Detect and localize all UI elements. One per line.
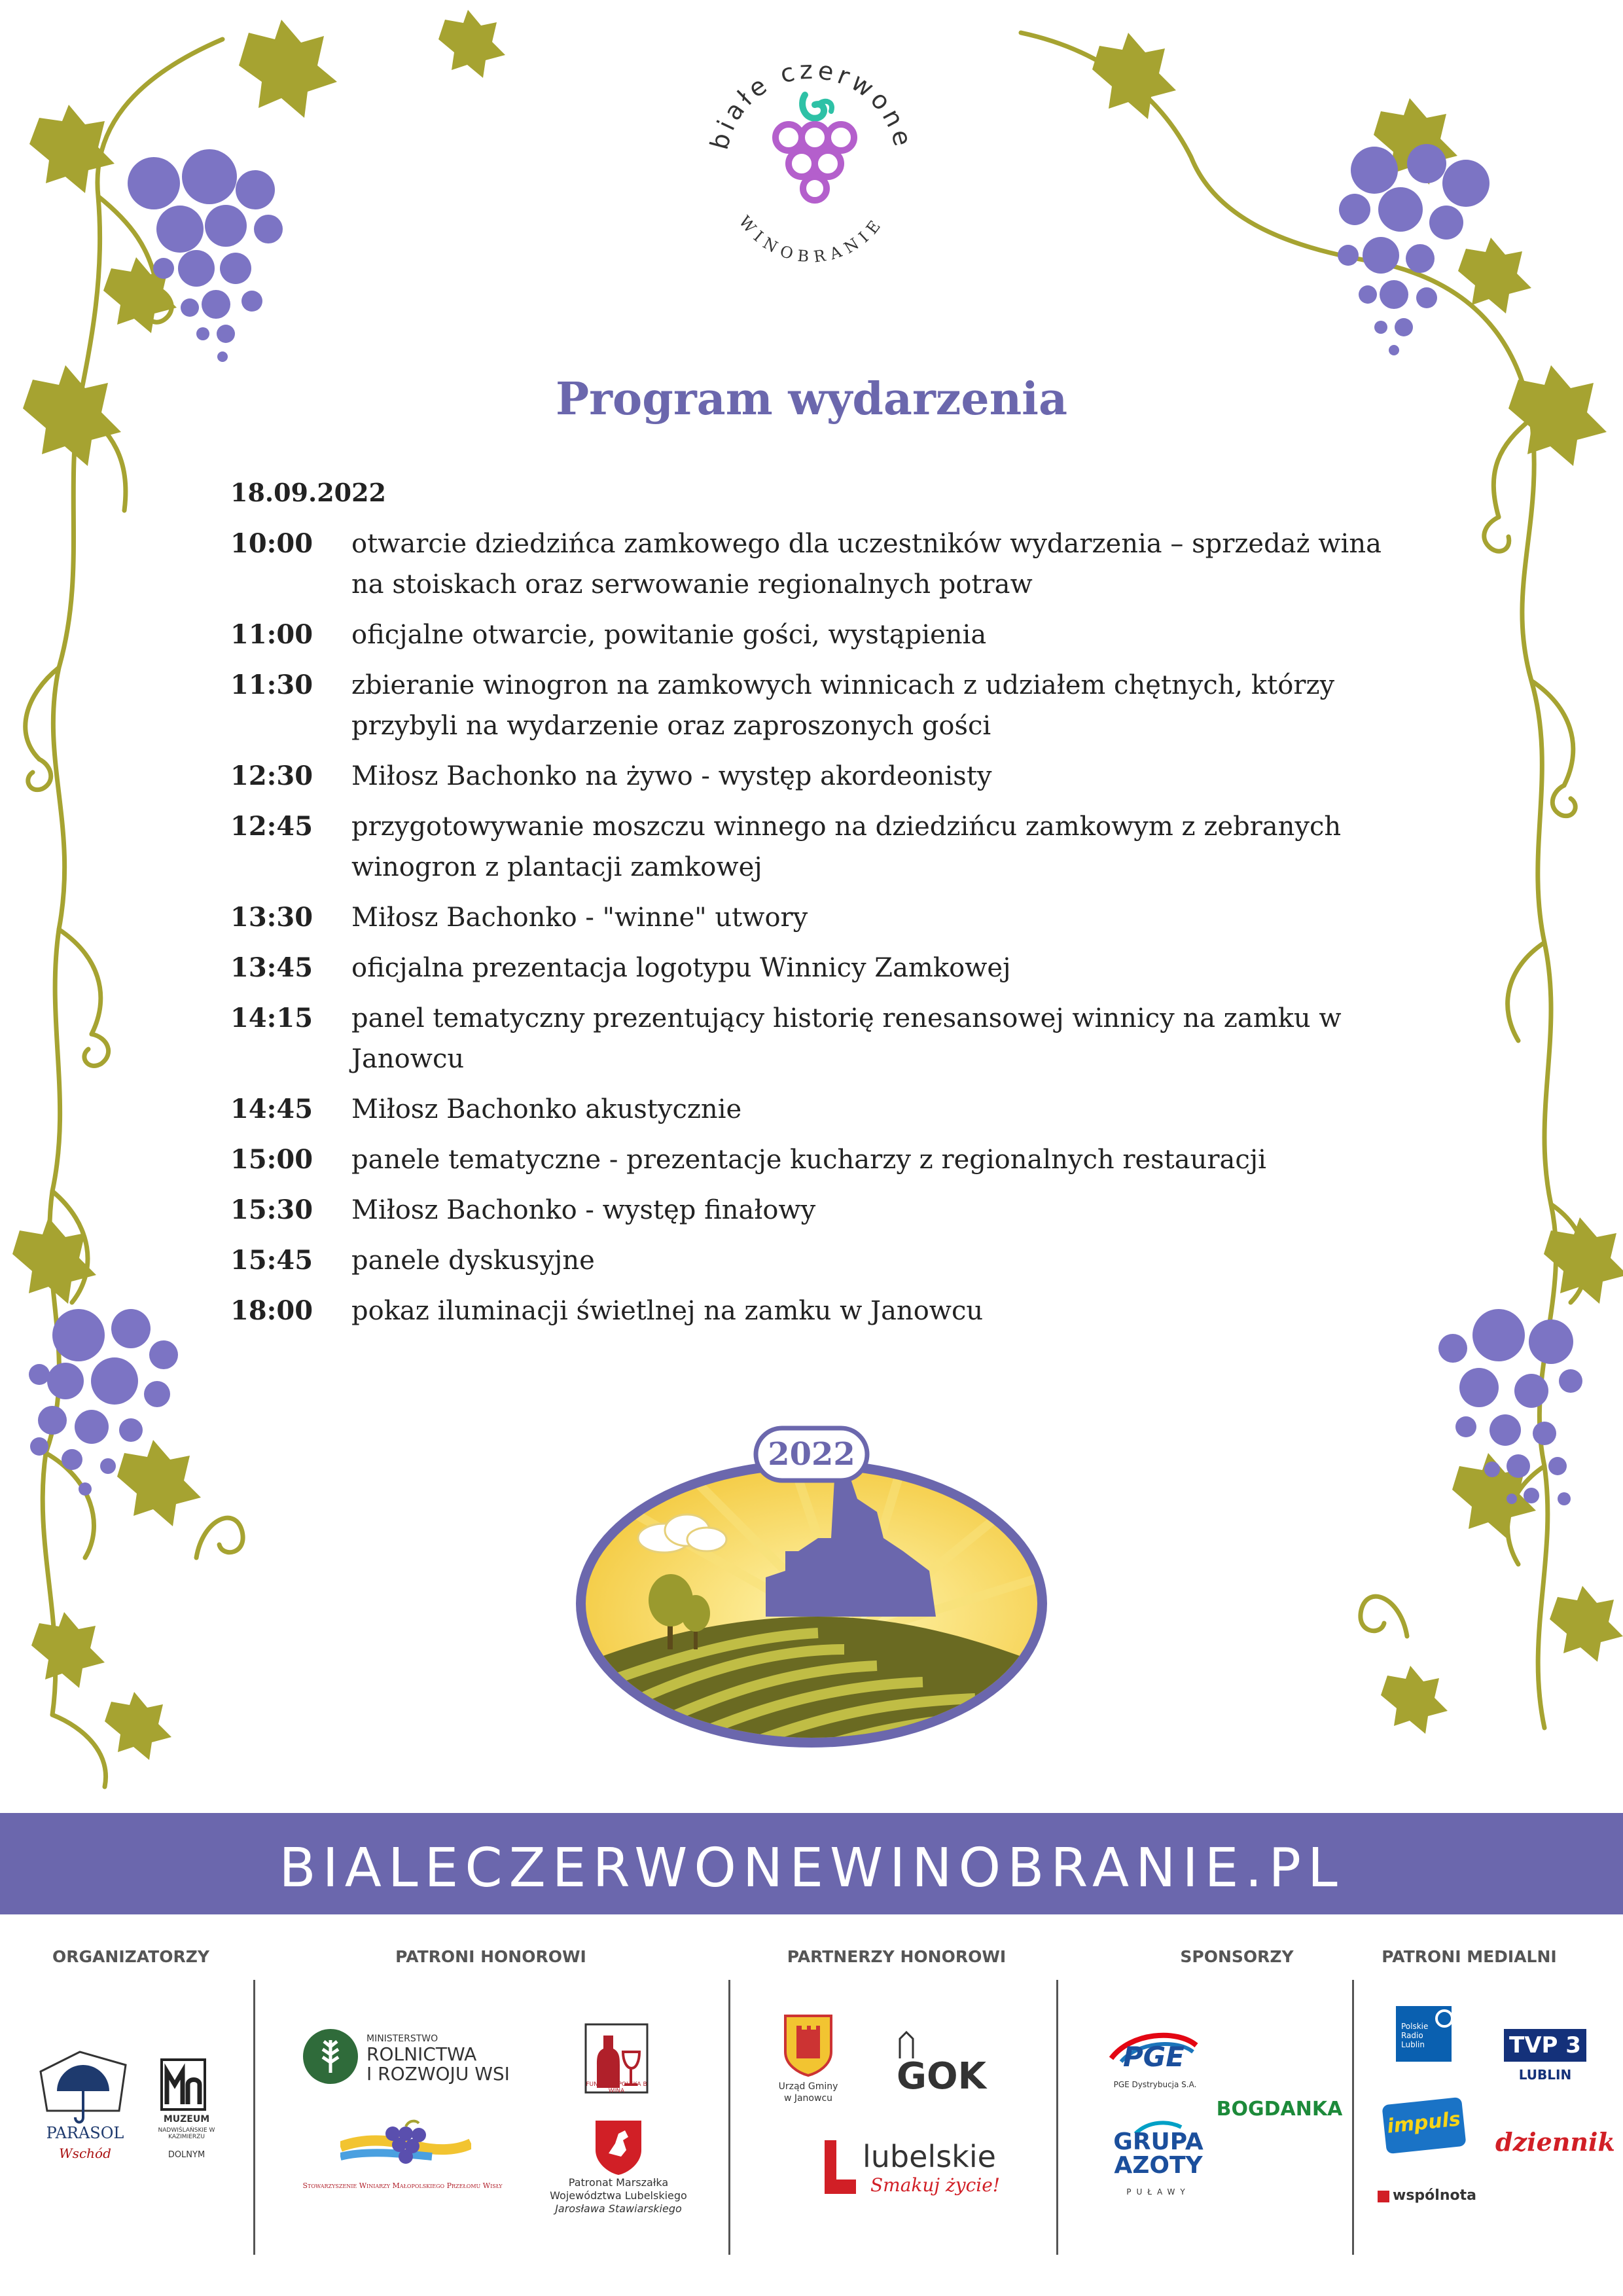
schedule-time: 15:30: [230, 1194, 313, 1225]
azoty-sub: PUŁAWY: [1126, 2187, 1190, 2197]
radio-line1: Polskie: [1401, 2022, 1429, 2031]
grape-logo-icon: [776, 95, 854, 200]
ministry-wheat-icon: [301, 2027, 360, 2086]
lubelskie-l-icon: [819, 2137, 859, 2199]
schedule-description: oficjalna prezentacja logotypu Winnicy Zamkowej: [351, 953, 1011, 983]
badge-year: 2022: [768, 1436, 855, 1473]
gmina-line1: Urząd Gminy: [778, 2081, 838, 2092]
schedule-time: 13:30: [230, 902, 313, 933]
schedule-time: 15:45: [230, 1245, 313, 1276]
schedule-description: pokaz iluminacji świetlnej na zamku w Janowcu: [351, 1296, 984, 1326]
marshal-line3: Jarosława Stawiarskiego: [555, 2202, 682, 2215]
schedule-row: [230, 806, 1408, 888]
ministry-small: MINISTERSTWO: [366, 2034, 438, 2044]
schedule-description: panel tematyczny prezentujący historię renesansowej winnicy na zamku w Janowcu: [351, 1003, 1342, 1074]
divider: [1352, 1980, 1354, 2255]
museum-sub: NADWIŚLAŃSKIE W KAZIMIERZU: [158, 2127, 215, 2140]
schedule-time: 14:45: [230, 1094, 313, 1124]
pge-sub: PGE Dystrybucja S.A.: [1113, 2080, 1197, 2089]
schedule-description: Miłosz Bachonko na żywo - występ akordeonisty: [351, 761, 992, 791]
schedule-row: [230, 615, 1408, 655]
marshal-line2: Województwa Lubelskiego: [550, 2189, 687, 2202]
event-logo: [687, 26, 936, 275]
gmina-line2: w Janowcu: [783, 2093, 833, 2104]
schedule-row: [230, 948, 1408, 988]
schedule-row: [230, 756, 1408, 797]
schedule-description: przygotowywanie moszczu winnego na dziedzińcu zamkowym z zebranych winogron z plantacji zamkowej: [351, 812, 1342, 882]
schedule-time: 10:00: [230, 528, 313, 559]
schedule-description: panele dyskusyjne: [351, 1246, 595, 1276]
logo-bottom-text: WINOBRANIE: [735, 212, 888, 266]
sponsors-heading: SPONSORZY: [1180, 1947, 1294, 1966]
event-date: 18.09.2022: [230, 478, 386, 507]
schedule-time: 14:15: [230, 1003, 313, 1033]
bogdanka-name: BOGDANKA: [1216, 2098, 1343, 2121]
logo-top-text: białe czerwone: [704, 55, 919, 153]
svg-text:białe czerwone: [705, 56, 918, 152]
radio-line3: Lublin: [1401, 2040, 1425, 2049]
schedule-description: otwarcie dziedzińca zamkowego dla uczestników wydarzenia – sprzedaż wina na stoiskach oraz serwowanie regionalnych potraw: [351, 529, 1382, 600]
impuls-name: impuls: [1385, 2108, 1462, 2138]
stowarzyszenie-name: Stowarzyszenie Winiarzy Małopolskiego Przełomu Wisły: [302, 2181, 503, 2190]
lubelskie-coat-of-arms-icon: [592, 2117, 645, 2176]
lubelskie-name: lubelskie: [863, 2139, 996, 2174]
schedule-time: 13:45: [230, 952, 313, 983]
divider: [728, 1980, 730, 2255]
schedule-description: zbieranie winogron na zamkowych winnicach z udziałem chętnych, którzy przybyli na wydarzenie oraz zaproszonych gości: [351, 670, 1335, 741]
lubelskie-tagline: Smakuj życie!: [870, 2174, 1001, 2196]
wspolnota-name: wspólnota: [1393, 2187, 1476, 2204]
pge-name: PGE: [1123, 2041, 1185, 2073]
schedule-time: 11:00: [230, 619, 313, 650]
schedule-row: [230, 1291, 1408, 1331]
schedule-row: [230, 1190, 1408, 1230]
tvp-name: TVP 3: [1509, 2032, 1581, 2058]
tvp3-logo: [1504, 2029, 1586, 2062]
tvp-sub: LUBLIN: [1518, 2067, 1572, 2083]
fundacja-name: FUNDACJA POLSKA B WINA: [586, 2081, 647, 2094]
schedule-description: Miłosz Bachonko - występ finałowy: [351, 1195, 816, 1225]
schedule-row: [230, 665, 1408, 746]
stowarzyszenie-logo-icon: [340, 2117, 471, 2176]
azoty-line1: GRUPA: [1113, 2128, 1204, 2155]
divider: [1056, 1980, 1058, 2255]
svg-text:WINOBRANIE: [735, 213, 887, 266]
schedule-list: [230, 524, 1408, 1341]
schedule-row: [230, 998, 1408, 1079]
marshal-line1: Patronat Marszałka: [568, 2176, 669, 2189]
schedule-row: [230, 1139, 1408, 1180]
castle-badge: [569, 1420, 1054, 1748]
radio-lublin-logo: [1396, 2006, 1452, 2062]
schedule-description: Miłosz Bachonko - "winne" utwory: [351, 903, 808, 933]
organizers-heading: ORGANIZATORZY: [52, 1947, 209, 1966]
honorary-partners-heading: PARTNERZY HONOROWI: [787, 1947, 1007, 1966]
gmina-coat-of-arms-icon: [782, 2013, 834, 2078]
museum-name: MUZEUM: [163, 2114, 210, 2125]
museum-sub2: DOLNYM: [168, 2150, 205, 2160]
schedule-row: [230, 1089, 1408, 1130]
ministry-line2: I ROZWOJU WSI: [366, 2063, 510, 2085]
dziennik-name: dziennik: [1495, 2127, 1615, 2157]
schedule-description: oficjalne otwarcie, powitanie gości, wystąpienia: [351, 620, 987, 650]
parasol-name: PARASOL: [46, 2124, 124, 2142]
schedule-time: 11:30: [230, 670, 313, 700]
schedule-time: 18:00: [230, 1295, 313, 1326]
schedule-row: [230, 1240, 1408, 1281]
schedule-row: [230, 897, 1408, 938]
schedule-time: 12:45: [230, 811, 313, 842]
website-url[interactable]: BIALECZERWONEWINOBRANIE.PL: [279, 1837, 1344, 1899]
impuls-logo: [1382, 2097, 1466, 2154]
schedule-description: Miłosz Bachonko akustycznie: [351, 1094, 742, 1124]
parasol-sub: Wschód: [59, 2145, 111, 2161]
azoty-line2: AZOTY: [1114, 2152, 1203, 2179]
schedule-row: [230, 524, 1408, 605]
museum-logo-icon: [160, 2058, 206, 2111]
radio-wave-icon: [1435, 2009, 1454, 2028]
radio-line2: Radio: [1401, 2031, 1423, 2040]
wspolnota-square-icon: [1378, 2191, 1389, 2202]
schedule-time: 15:00: [230, 1144, 313, 1175]
gok-name: GOK: [897, 2055, 986, 2098]
schedule-description: panele tematyczne - prezentacje kucharzy z regionalnych restauracji: [351, 1145, 1266, 1175]
divider: [253, 1980, 255, 2255]
schedule-time: 12:30: [230, 761, 313, 791]
honorary-patrons-heading: PATRONI HONOROWI: [395, 1947, 586, 1966]
media-patrons-heading: PATRONI MEDIALNI: [1382, 1947, 1557, 1966]
page-title: Program wydarzenia: [555, 373, 1068, 425]
ministry-line1: ROLNICTWA: [366, 2043, 477, 2065]
